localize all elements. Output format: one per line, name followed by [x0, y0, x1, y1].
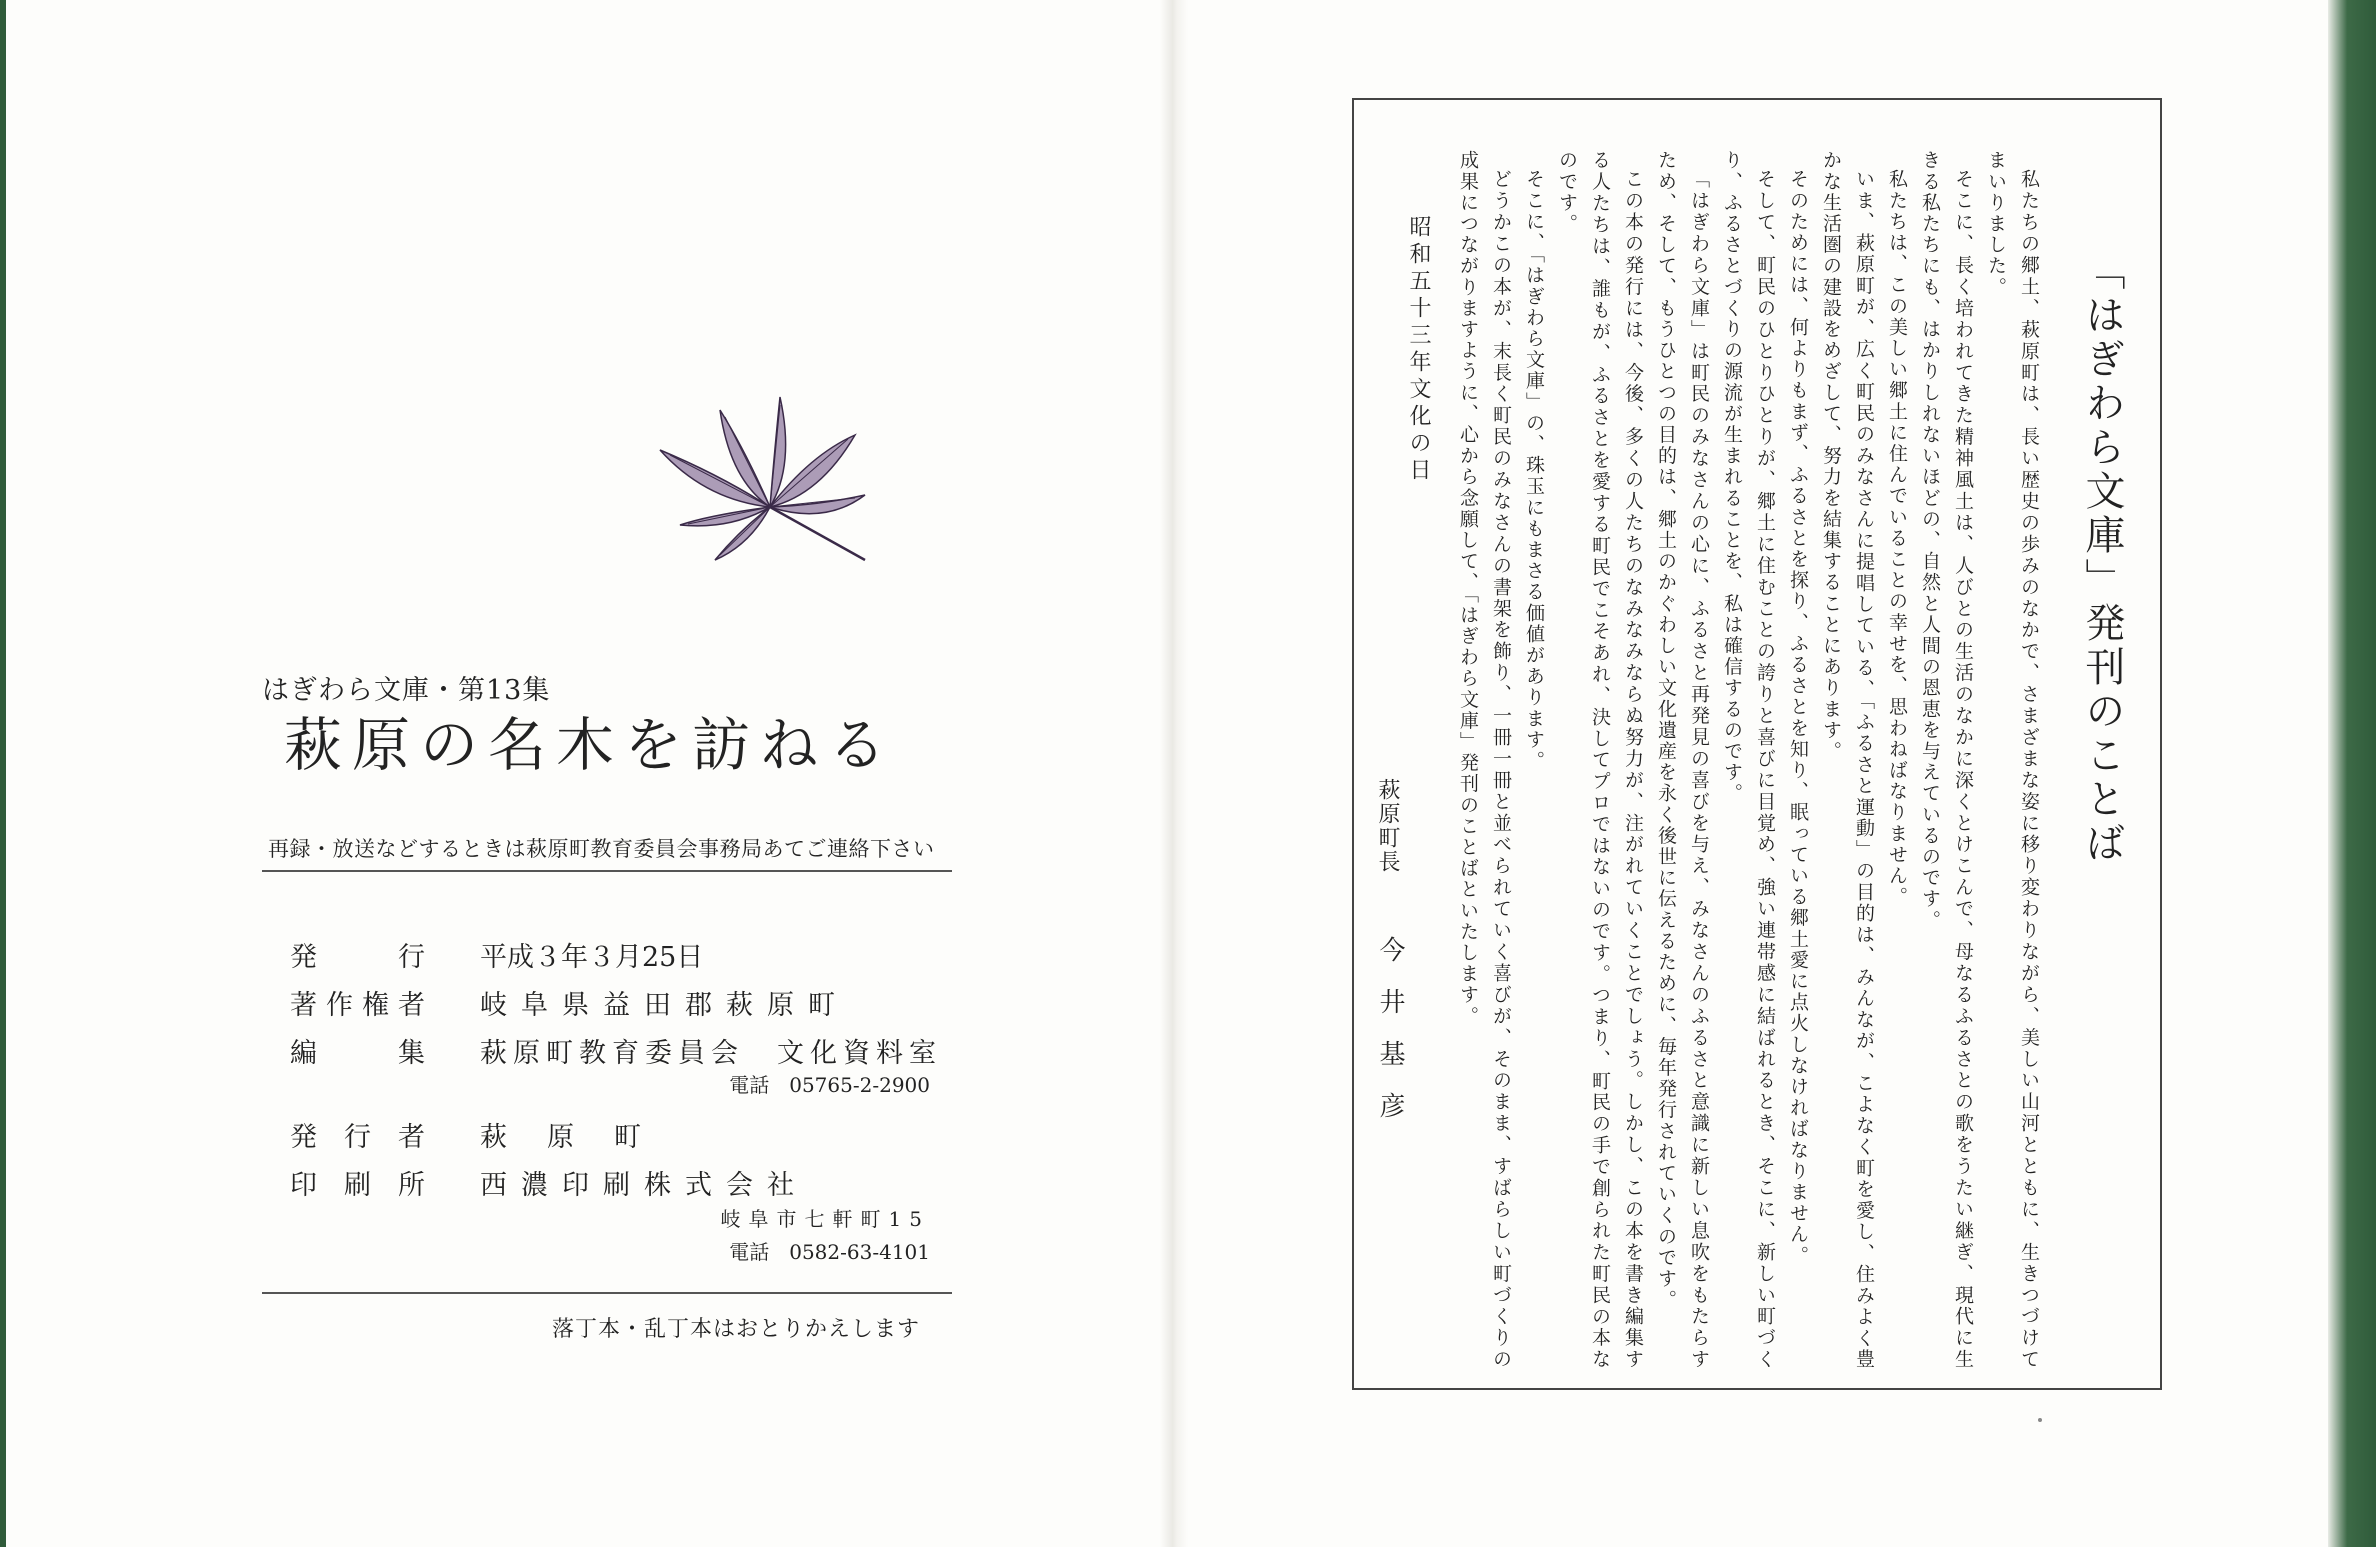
editor-value: 萩原町教育委員会 文化資料室: [480, 1038, 942, 1069]
book-gutter: [1160, 0, 1188, 1547]
foreword-paragraph: 私たちの郷土、萩原町は、長い歴史の歩みのなかで、さまざまな姿に移り変わりながら、美しい山河とともに、生きつづけてまいりました。: [1985, 150, 2040, 1370]
published-value: 平成３年３月25日: [480, 942, 704, 973]
reproduction-notice: 再録・放送などするときは萩原町教育委員会事務局あてご連絡下さい: [268, 837, 935, 861]
divider-bottom: [262, 1292, 952, 1294]
foreword-paragraph: 「はぎわら文庫」は町民のみなさんの心に、ふるさと再発見の喜びを与え、みなさんのふるさと意識に新しい息吹をもたらすため、そして、もうひとつの目的は、郷土のかぐわしい文化遺産を永く後世に伝えるために、毎年発行されていくのです。: [1655, 150, 1710, 1370]
foreword-paragraph: そのためには、何よりもまず、ふるさとを探り、ふるさとを知り、眠っている郷土愛に点火しなければなりません。: [1787, 169, 1809, 1267]
foreword-paragraph: そこに、「はぎわら文庫」の、珠玉にもまさる価値があります。: [1523, 169, 1545, 772]
foreword-heading: 「はぎわら文庫」発刊のことば: [2079, 250, 2125, 866]
foreword-paragraph: 私たちは、この美しい郷土に住んでいることの幸せを、思わねばなりません。: [1886, 169, 1908, 908]
editor-phone: 電話 05765-2-2900: [729, 1073, 930, 1097]
publisher-label: 発行者: [290, 1122, 425, 1153]
colophon-note: 落丁本・乱丁本はおとりかえします: [552, 1317, 921, 1342]
cover-edge: [2328, 0, 2376, 1547]
page-speck: [2038, 1418, 2042, 1422]
published-label: 発行: [290, 942, 425, 973]
foreword-paragraph: そこに、長く培われてきた精神風土は、人びとの生活のなかに深くとけこんで、母なるふるさとの歌をうたい継ぎ、現代に生きる私たちにも、はかりしれないほどの、自然と人間の恩恵を与えているのです。: [1919, 150, 1974, 1370]
signatory-title: 萩原町長: [1375, 778, 1400, 874]
horse-chestnut-leaf-icon: [650, 395, 880, 585]
foreword-date: 昭和五十三年文化の日: [1406, 215, 1431, 485]
copyright-value: 岐阜県益田郡萩原町: [480, 990, 849, 1021]
copyright-label: 著作権者: [290, 990, 425, 1021]
foreword-paragraph: どうかこの本が、末長く町民のみなさんの書架を飾り、一冊一冊と並べられていく喜びが、そのまま、すばらしい町づくりの成果につながりますように、心から念願して、「はぎわら文庫」発刊のことばといたします。: [1457, 150, 1512, 1370]
foreword-paragraph: いま、萩原町が、広く町民のみなさんに提唱している、「ふるさと運動」の目的は、みんなが、こよなく町を愛し、住みよく豊かな生活圏の建設をめざして、努力を結集することにあります。: [1820, 150, 1875, 1370]
series-label: はぎわら文庫・第13集: [262, 675, 551, 706]
printer-value: 西濃印刷株式会社: [480, 1170, 808, 1201]
publisher-value: 萩原町: [480, 1122, 681, 1153]
foreword-paragraph: そして、町民のひとりひとりが、郷土に住むことの誇りと喜びに目覚め、強い連帯感に結ばれるとき、そこに、新しい町づくり、ふるさとづくりの源流が生まれることを、私は確信するのです。: [1721, 150, 1776, 1370]
foreword-paragraph: この本の発行には、今後、多くの人たちのなみなみならぬ努力が、注がれていくことでしょう。しかし、この本を書き編集する人たちは、誰もが、ふるさとを愛する町民でこそあれ、決してプロではないのです。つまり、町民の手で創られた町民の本なのです。: [1556, 150, 1644, 1370]
printer-label: 印刷所: [290, 1170, 425, 1201]
editor-label: 編集: [290, 1038, 425, 1069]
printer-phone: 電話 0582-63-4101: [729, 1240, 930, 1264]
foreword-body: [1457, 150, 2045, 1370]
divider-top: [262, 870, 952, 872]
signatory-name: 今井基彦: [1375, 936, 1405, 1144]
book-title: 萩原の名木を訪ねる: [284, 711, 897, 779]
printer-address: 岐阜市七軒町15: [720, 1207, 930, 1231]
